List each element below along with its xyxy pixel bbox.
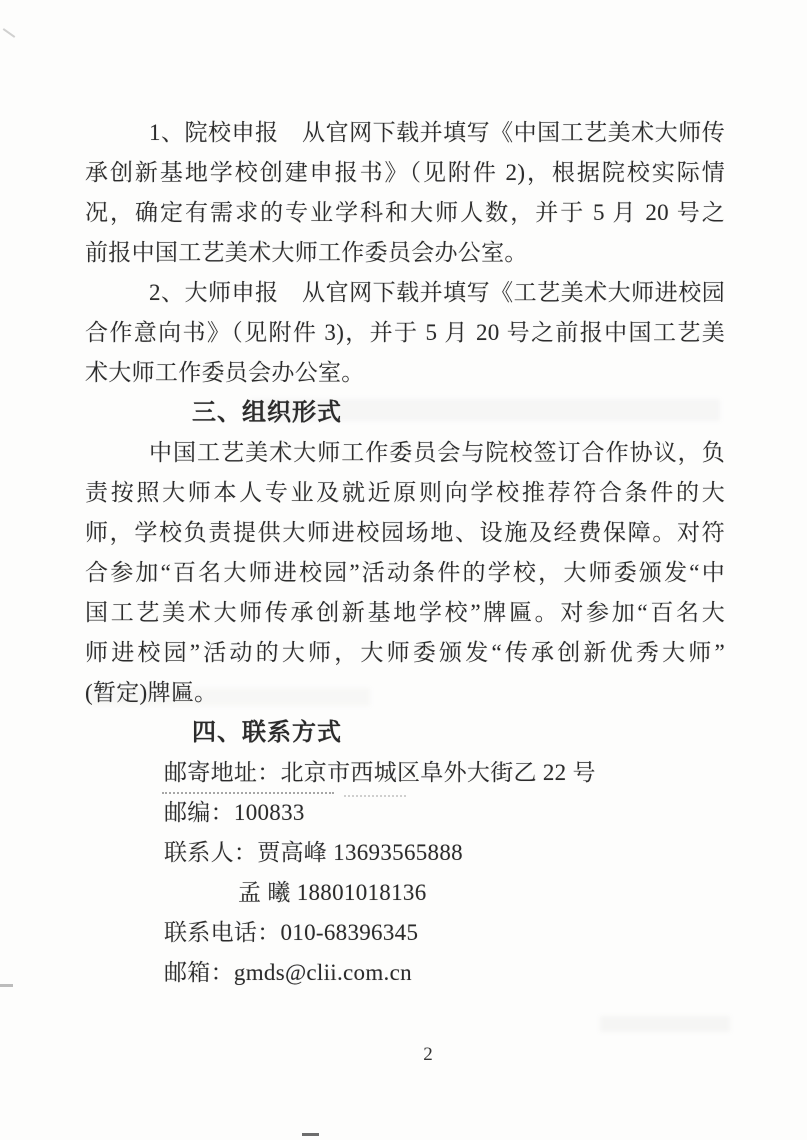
section-4-heading: 四、联系方式 [192, 719, 342, 746]
page-number: 2 [423, 1044, 433, 1065]
scan-bleedthrough-smudge [600, 1016, 730, 1032]
contact-phone: 联系电话：010-68396345 [164, 920, 419, 945]
paragraph-2-line-3: 术大师工作委员会办公室。 [85, 360, 365, 385]
paragraph-1-line-1: 1、院校申报 从官网下载并填写《中国工艺美术大师传 [149, 120, 725, 145]
paragraph-1-line-4: 前报中国工艺美术大师工作委员会办公室。 [85, 240, 528, 265]
contact-email: 邮箱：gmds@clii.com.cn [164, 960, 412, 985]
paragraph-1-line-3: 况，确定有需求的专业学科和大师人数，并于 5 月 20 号之 [85, 200, 725, 225]
paragraph-2-line-2: 合作意向书》（见附件 3)，并于 5 月 20 号之前报中国工艺美 [85, 320, 725, 345]
paragraph-3-line-2: 责按照大师本人专业及就近原则向学校推荐符合条件的大 [85, 480, 725, 505]
document-body [85, 113, 725, 993]
paragraph-1-line-2: 承创新基地学校创建申报书》（见附件 2)，根据院校实际情 [85, 160, 725, 185]
contact-address: 邮寄地址：北京市西城区阜外大街乙 22 号 [164, 760, 596, 785]
paragraph-3-line-4: 合参加“百名大师进校园”活动条件的学校，大师委颁发“中 [85, 560, 725, 585]
scan-edge-mark [302, 1133, 319, 1136]
paragraph-2-line-1: 2、大师申报 从官网下载并填写《工艺美术大师进校园 [149, 280, 725, 305]
paragraph-3-line-6: 师进校园”活动的大师，大师委颁发“传承创新优秀大师” [85, 640, 725, 665]
paragraph-3-line-5: 国工艺美术大师传承创新基地学校”牌匾。对参加“百名大 [85, 600, 725, 625]
contact-person-2: 孟 曦 18801018136 [238, 880, 427, 905]
paragraph-3-line-3: 师，学校负责提供大师进校园场地、设施及经费保障。对符 [85, 520, 725, 545]
contact-person-1: 联系人：贾高峰 13693565888 [164, 840, 463, 865]
section-3-heading: 三、组织形式 [192, 399, 342, 426]
paragraph-3-line-7: (暂定)牌匾。 [85, 680, 218, 705]
scan-edge-mark [3, 28, 16, 38]
paragraph-3-line-1: 中国工艺美术大师工作委员会与院校签订合作协议，负 [149, 440, 725, 465]
contact-postcode: 邮编：100833 [164, 800, 305, 825]
scan-edge-mark [0, 984, 13, 987]
